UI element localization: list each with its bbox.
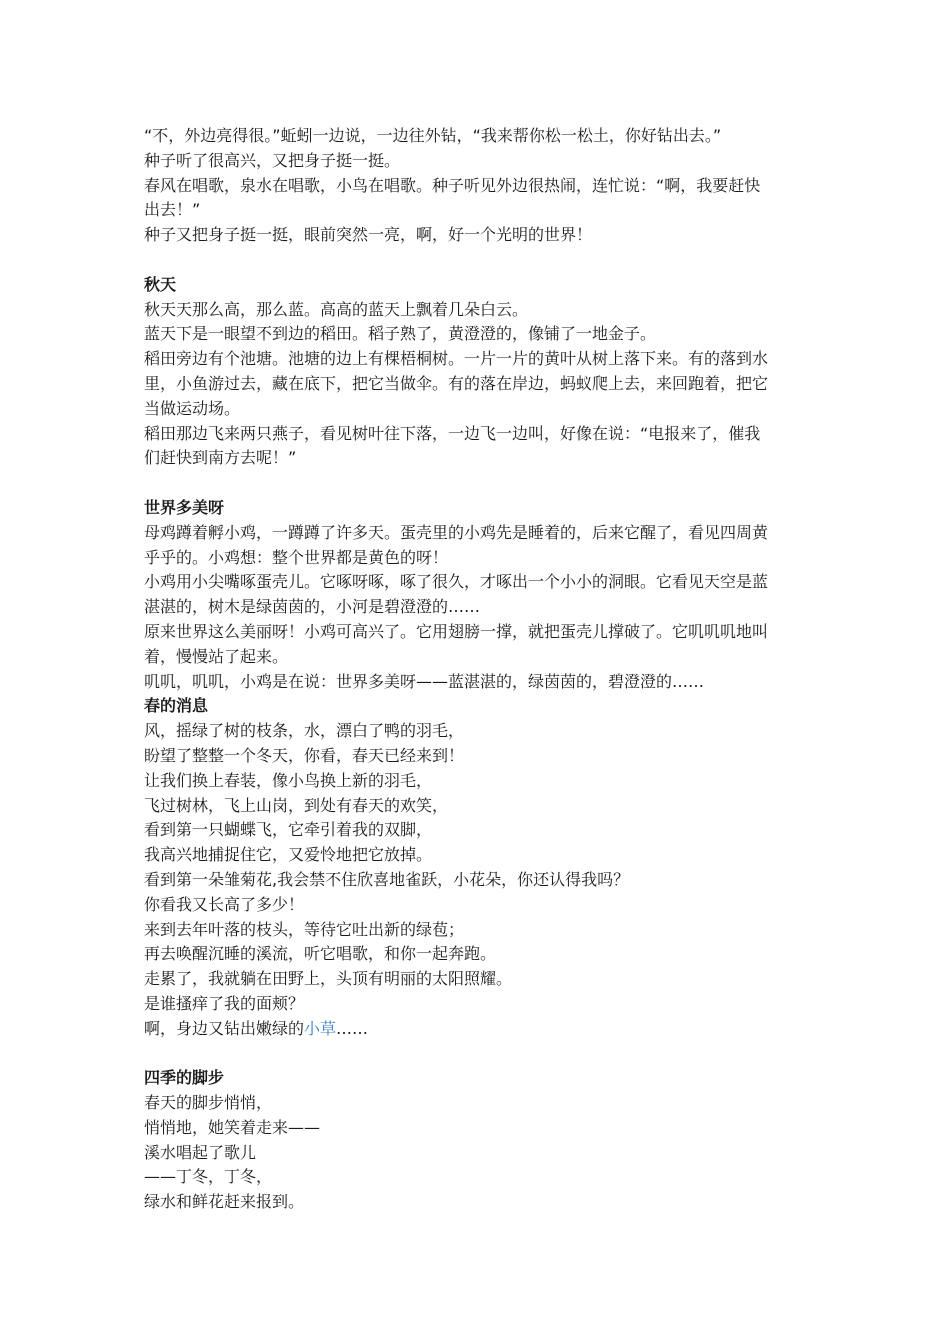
document-page bbox=[144, 124, 812, 1215]
paragraph-line: 乎乎的。小鸡想：整个世界都是黄色的呀！ bbox=[144, 547, 449, 567]
paragraph-line: 蓝天下是一眼望不到边的稻田。稻子熟了，黄澄澄的，像铺了一地金子。 bbox=[144, 324, 657, 344]
blank-line bbox=[144, 248, 812, 273]
paragraph-line: 叽叽，叽叽，小鸡是在说：世界多美呀——蓝湛湛的，绿茵茵的，碧澄澄的…… bbox=[144, 671, 705, 691]
poem-line: 让我们换上春装，像小鸟换上新的羽毛， bbox=[144, 770, 433, 790]
paragraph-line: 原来世界这么美丽呀！小鸡可高兴了。它用翅膀一撑，就把蛋壳儿撑破了。它叽叽叽地叫 bbox=[144, 621, 769, 641]
poem-line: 悄悄地，她笑着走来—— bbox=[144, 1117, 321, 1137]
poem-line: 我高兴地捕捉住它，又爱怜地把它放掉。 bbox=[144, 845, 433, 865]
section-title: 春的消息 bbox=[144, 696, 209, 716]
section-spring-news bbox=[144, 694, 812, 1041]
paragraph-line: 母鸡蹲着孵小鸡，一蹲蹲了许多天。蛋壳里的小鸡先是睡着的，后来它醒了，看见四周黄 bbox=[144, 522, 769, 542]
section-title: 世界多美呀 bbox=[144, 497, 225, 517]
paragraph-line: 着，慢慢站了起来。 bbox=[144, 646, 289, 666]
poem-line: 你看我又长高了多少！ bbox=[144, 894, 305, 914]
section-intro bbox=[144, 124, 812, 248]
poem-line-prefix: 啊，身边又钻出嫩绿的 bbox=[144, 1018, 305, 1038]
poem-last-line bbox=[144, 1017, 812, 1042]
section-autumn bbox=[144, 273, 812, 471]
paragraph-line: 种子又把身子挺一挺，眼前突然一亮，啊，好一个光明的世界！ bbox=[144, 225, 593, 245]
poem-line: 飞过树林，飞上山岗，到处有春天的欢笑， bbox=[144, 795, 449, 815]
poem-line: 走累了，我就躺在田野上，头顶有明丽的太阳照耀。 bbox=[144, 969, 513, 989]
section-title: 四季的脚步 bbox=[144, 1068, 225, 1088]
poem-line-suffix: …… bbox=[336, 1018, 369, 1038]
paragraph-line: 稻田旁边有个池塘。池塘的边上有棵梧桐树。一片一片的黄叶从树上落下来。有的落到水 bbox=[144, 349, 769, 369]
poem-line: 春天的脚步悄悄， bbox=[144, 1093, 273, 1113]
poem-line: 溪水唱起了歌儿 bbox=[144, 1142, 257, 1162]
section-world bbox=[144, 496, 812, 694]
poem-line: ——丁冬，丁冬， bbox=[144, 1167, 273, 1187]
section-title: 秋天 bbox=[144, 274, 177, 294]
poem-line: 再去唤醒沉睡的溪流，听它唱歌，和你一起奔跑。 bbox=[144, 944, 497, 964]
section-footsteps bbox=[144, 1066, 812, 1215]
poem-line: 是谁搔痒了我的面颊？ bbox=[144, 993, 305, 1013]
paragraph-line: 里，小鱼游过去，藏在底下，把它当做伞。有的落在岸边，蚂蚁爬上去，来回跑着，把它 bbox=[144, 373, 769, 393]
paragraph-line: 当做运动场。 bbox=[144, 398, 241, 418]
paragraph-line: 种子听了很高兴，又把身子挺一挺。 bbox=[144, 150, 401, 170]
paragraph-line: 小鸡用小尖嘴啄蛋壳儿。它啄呀啄，啄了很久，才啄出一个小小的洞眼。它看见天空是蓝 bbox=[144, 572, 769, 592]
paragraph-line: 春风在唱歌，泉水在唱歌，小鸟在唱歌。种子听见外边很热闹，连忙说：“啊，我要赶快 bbox=[144, 175, 761, 195]
poem-line: 盼望了整整一个冬天，你看，春天已经来到！ bbox=[144, 745, 465, 765]
poem-line: 看到第一只蝴蝶飞，它牵引着我的双脚， bbox=[144, 820, 433, 840]
poem-line: 看到第一朵雏菊花,我会禁不住欣喜地雀跃，小花朵，你还认得我吗？ bbox=[144, 869, 630, 889]
paragraph-line: “不，外边亮得很。”蚯蚓一边说，一边往外钻，“我来帮你松一松土，你好钻出去。” bbox=[144, 126, 722, 145]
paragraph-line: 湛湛的，树木是绿茵茵的，小河是碧澄澄的…… bbox=[144, 597, 481, 617]
paragraph-line: 稻田那边飞来两只燕子，看见树叶往下落，一边飞一边叫，好像在说：“电报来了，催我 bbox=[144, 423, 761, 443]
poem-line: 绿水和鲜花赶来报到。 bbox=[144, 1192, 305, 1212]
paragraph-line: 们赶快到南方去呢！” bbox=[144, 448, 297, 468]
paragraph-line: 出去！” bbox=[144, 200, 201, 220]
poem-line: 风，摇绿了树的枝条，水，漂白了鸭的羽毛， bbox=[144, 721, 465, 741]
blank-line bbox=[144, 471, 812, 496]
grass-link[interactable]: 小草 bbox=[304, 1018, 337, 1038]
blank-line bbox=[144, 1041, 812, 1066]
paragraph-line: 秋天天那么高，那么蓝。高高的蓝天上飘着几朵白云。 bbox=[144, 299, 529, 319]
poem-line: 来到去年叶落的枝头，等待它吐出新的绿苞； bbox=[144, 919, 465, 939]
